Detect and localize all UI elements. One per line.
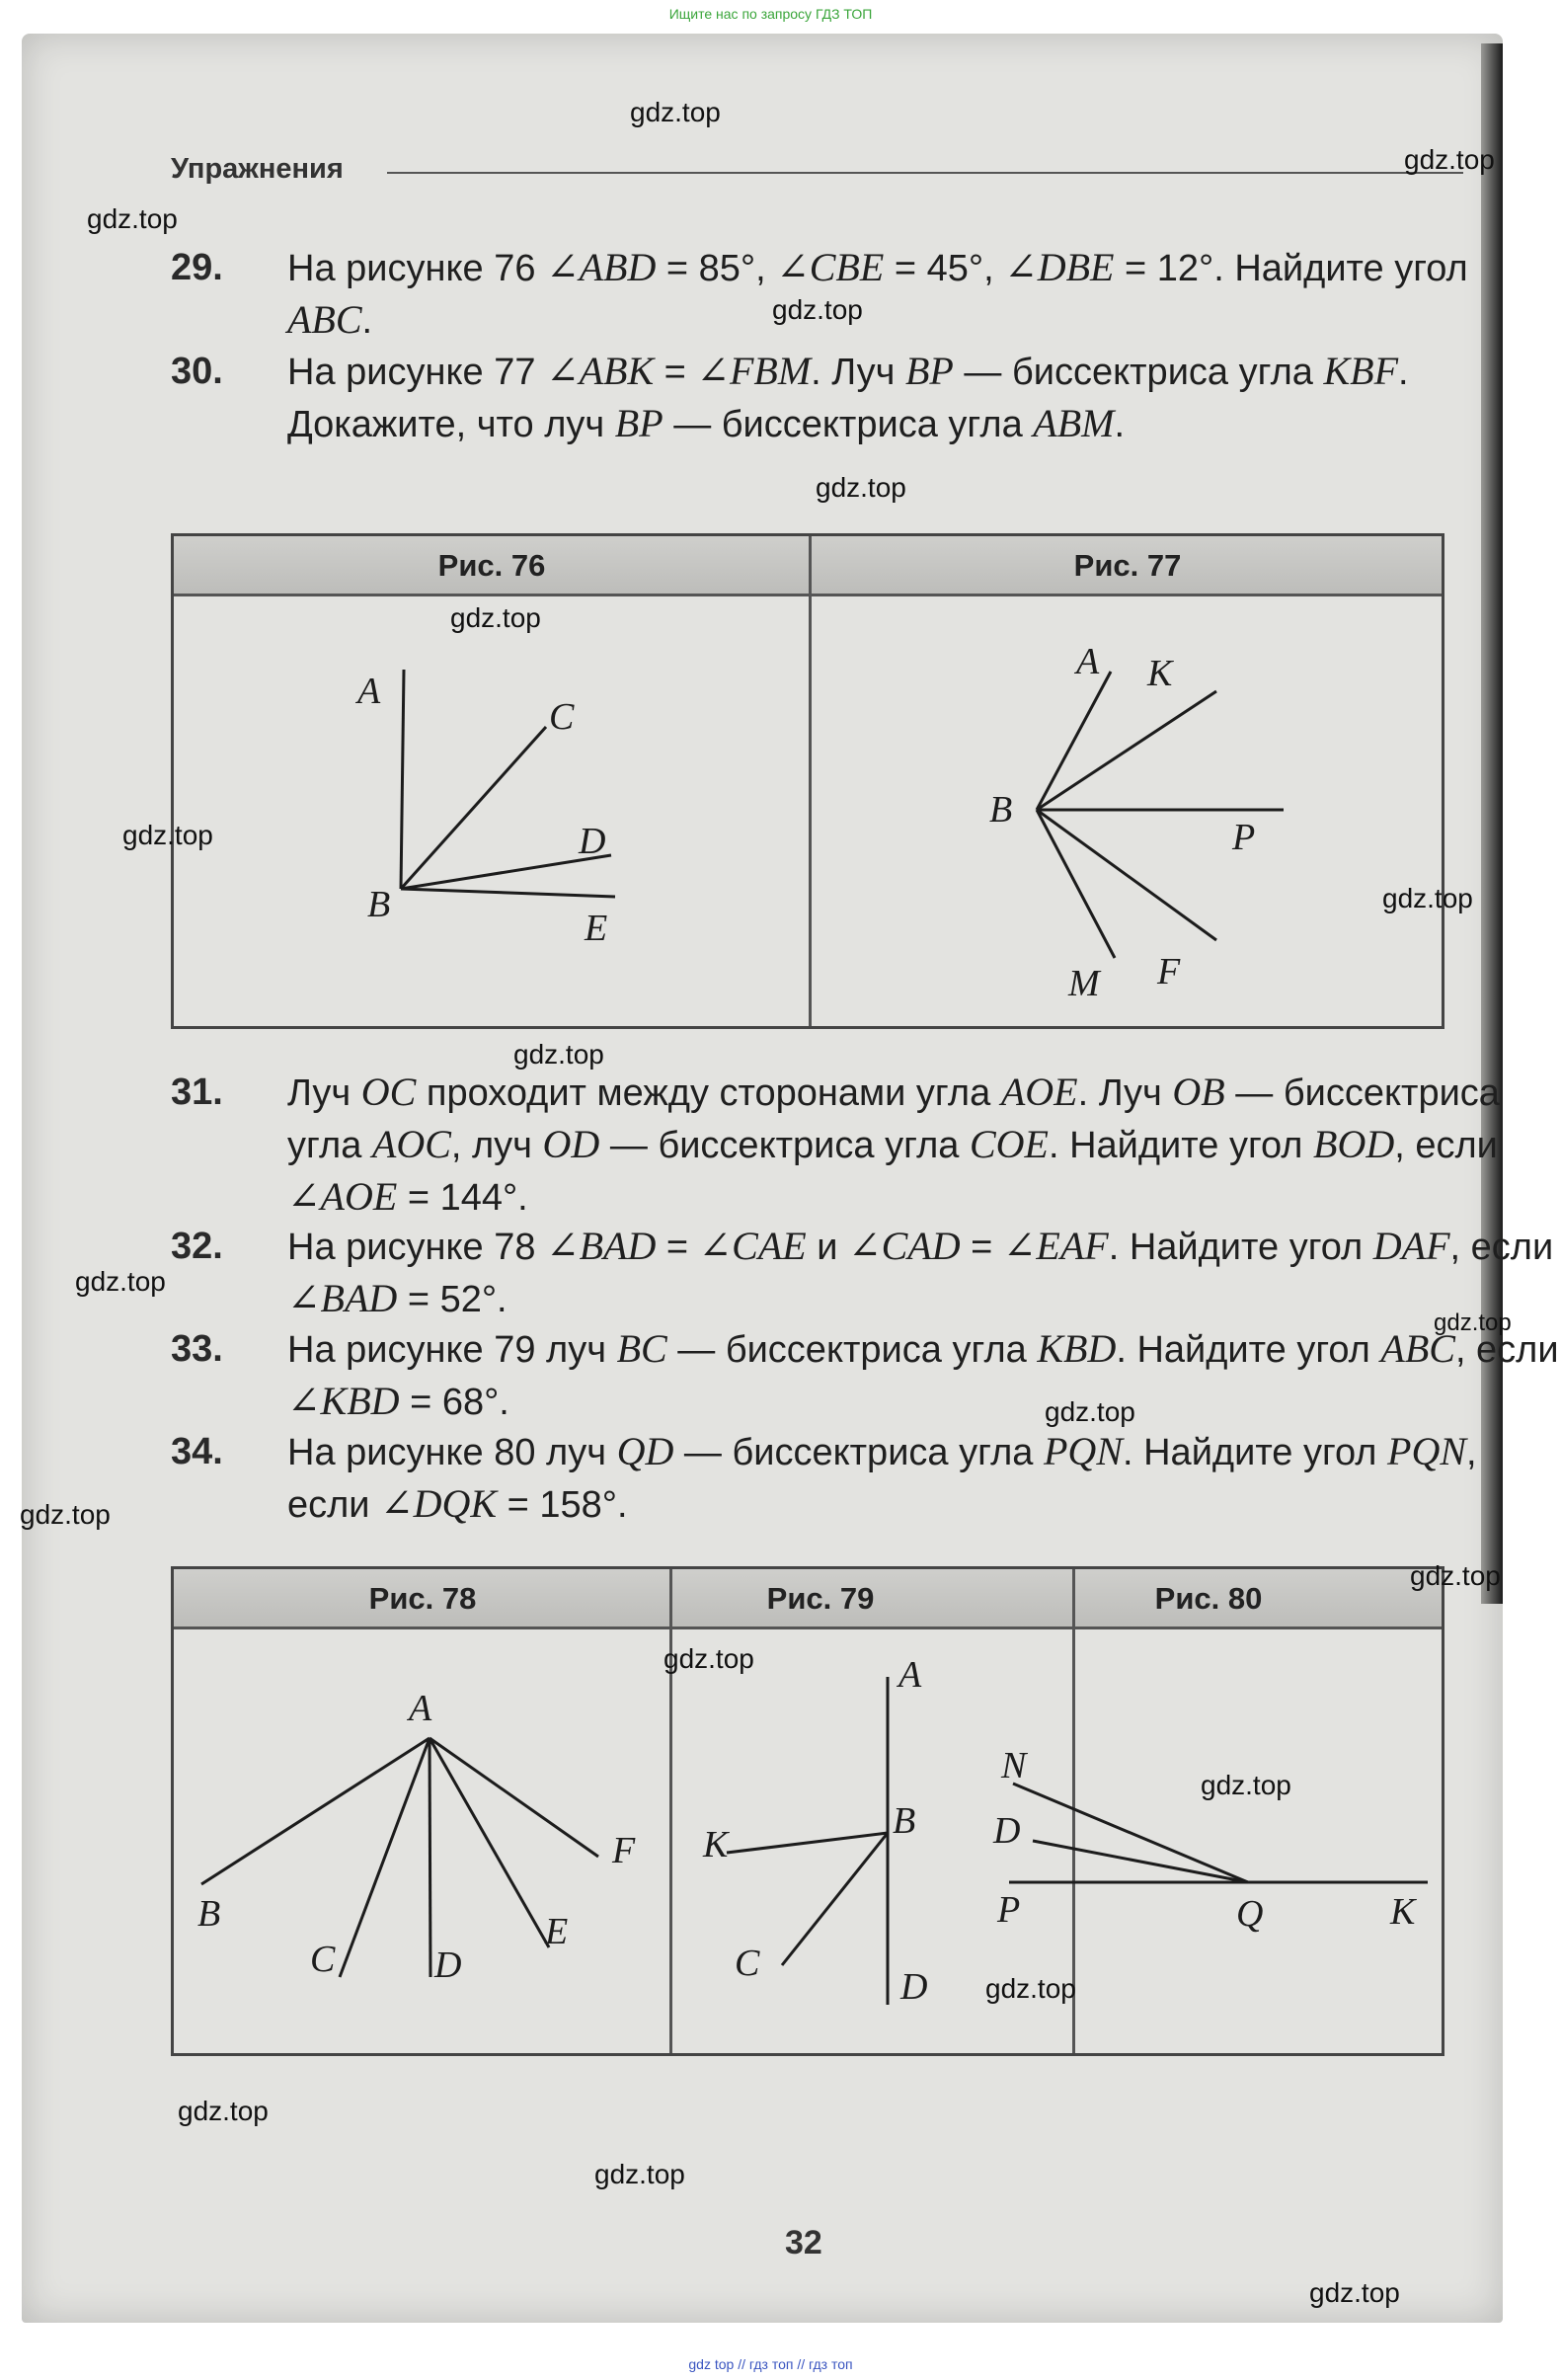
figure-78 — [174, 1629, 667, 2049]
point-m-label: M — [1068, 963, 1100, 1004]
figure-80-title: Рис. 80 — [1154, 1581, 1263, 1616]
point-d-label: D — [993, 1810, 1021, 1852]
point-k-label: K — [1147, 653, 1173, 694]
point-c-label: C — [549, 696, 575, 738]
ray-bc — [782, 1833, 888, 1965]
point-b-label: B — [197, 1893, 221, 1935]
point-q-label: Q — [1236, 1893, 1264, 1935]
ray-bc — [401, 727, 546, 889]
point-f-label: F — [1157, 951, 1181, 992]
watermark: gdz.top — [1045, 1396, 1135, 1427]
watermark: gdz.top — [178, 2096, 269, 2126]
section-title: Упражнения — [171, 153, 344, 185]
point-a-label: A — [409, 1688, 432, 1729]
watermark: gdz.top — [75, 1266, 166, 1297]
point-n-label: N — [1001, 1745, 1027, 1786]
ray-bk — [727, 1833, 888, 1853]
watermark: gdz.top — [20, 1499, 111, 1530]
exercise-33 — [171, 1323, 1561, 1428]
bottom-banner: gdz top // гдз топ // гдз топ — [688, 2356, 853, 2372]
watermark: gdz.top — [985, 1973, 1076, 2004]
ray-be — [401, 889, 615, 897]
point-b-label: B — [367, 884, 391, 925]
figure-77-title: Рис. 77 — [1073, 548, 1182, 583]
point-d-label: D — [900, 1966, 928, 2008]
exercise-32 — [171, 1221, 1561, 1325]
ray-bf — [1037, 810, 1216, 940]
watermark: gdz.top — [450, 602, 541, 633]
point-f-label: F — [612, 1830, 636, 1871]
exercise-30 — [171, 346, 1561, 450]
point-c-label: C — [735, 1943, 760, 1984]
figure-77-drawing — [810, 595, 1442, 1019]
watermark: gdz.top — [772, 294, 863, 325]
ray-ae — [429, 1738, 549, 1947]
exercise-31 — [171, 1067, 1561, 1224]
exercise-number: 30. — [171, 351, 223, 392]
exercise-number: 31. — [171, 1071, 223, 1113]
page-number: 32 — [785, 2224, 822, 2261]
exercise-text: На рисунке 76 ∠ABD = 85°, ∠CBE = 45°, ∠DBE = 12°. Найдите угол ABC. — [287, 245, 1468, 342]
figure-76-title: Рис. 76 — [437, 548, 546, 583]
point-k-label: K — [703, 1824, 729, 1865]
watermark: gdz.top — [1309, 2277, 1400, 2308]
exercise-34 — [171, 1426, 1561, 1531]
ray-af — [429, 1738, 598, 1857]
figure-79-title: Рис. 79 — [766, 1581, 875, 1616]
point-a-label: A — [1076, 641, 1100, 682]
figure-78-drawing — [174, 1629, 667, 2044]
ray-ad — [429, 1738, 430, 1977]
watermark: gdz.top — [816, 472, 906, 503]
ray-ab — [201, 1738, 429, 1884]
point-e-label: E — [545, 1911, 569, 1952]
exercise-text: Луч OC проходит между сторонами угла AOE. Луч OB — биссектриса угла AOC, луч OD — биссектриса угла COE. Найдите угол BOD, если ∠AOE = 144°. — [287, 1070, 1500, 1219]
exercise-number: 33. — [171, 1328, 223, 1370]
ray-bm — [1037, 810, 1115, 958]
ray-ba — [401, 670, 404, 889]
exercise-29 — [171, 242, 1561, 347]
exercise-number: 32. — [171, 1226, 223, 1267]
point-k-label: K — [1390, 1891, 1416, 1933]
ray-ac — [340, 1738, 429, 1977]
exercise-number: 34. — [171, 1431, 223, 1472]
point-c-label: C — [310, 1939, 336, 1980]
point-d-label: D — [434, 1944, 462, 1986]
watermark: gdz.top — [122, 820, 213, 850]
watermark: gdz.top — [594, 2159, 685, 2189]
watermark: gdz.top — [630, 97, 721, 127]
point-b-label: B — [893, 1800, 916, 1842]
ray-ba — [1037, 672, 1111, 810]
exercise-text: На рисунке 77 ∠ABK = ∠FBM. Луч BP — биссектриса угла KBF. Докажите, что луч BP — биссектриса угла ABM. — [287, 349, 1409, 445]
point-p-label: P — [1232, 817, 1256, 858]
watermark: gdz.top — [513, 1039, 604, 1070]
point-e-label: E — [585, 908, 608, 949]
watermark: gdz.top — [1382, 883, 1473, 913]
figure-76 — [174, 595, 806, 1024]
watermark: gdz.top — [1201, 1770, 1291, 1800]
exercise-text: На рисунке 79 луч BC — биссектриса угла KBD. Найдите угол ABC, если ∠KBD = 68°. — [287, 1326, 1559, 1423]
exercise-number: 29. — [171, 247, 223, 288]
point-b-label: B — [989, 789, 1013, 831]
figure-table-header — [174, 536, 1442, 596]
ray-bk — [1037, 691, 1216, 810]
top-banner: Ищите нас по запросу ГДЗ ТОП — [668, 6, 873, 22]
watermark: gdz.top — [1410, 1560, 1501, 1591]
figure-77 — [810, 595, 1442, 1024]
point-d-label: D — [579, 821, 606, 862]
figure-76-drawing — [174, 595, 806, 1019]
exercise-text: На рисунке 80 луч QD — биссектриса угла PQN. Найдите угол PQN, если ∠DQK = 158°. — [287, 1429, 1477, 1526]
point-a-label: A — [357, 671, 381, 712]
point-p-label: P — [997, 1889, 1021, 1931]
watermark: gdz.top — [1404, 144, 1495, 175]
watermark: gdz.top — [1434, 1309, 1512, 1336]
section-rule — [387, 172, 1463, 174]
point-a-label: A — [898, 1654, 922, 1696]
exercise-text: На рисунке 78 ∠BAD = ∠CAE и ∠CAD = ∠EAF. Найдите угол DAF, если ∠BAD = 52°. — [287, 1224, 1554, 1320]
watermark: gdz.top — [663, 1643, 754, 1674]
watermark: gdz.top — [87, 203, 178, 234]
figure-78-title: Рис. 78 — [368, 1581, 477, 1616]
